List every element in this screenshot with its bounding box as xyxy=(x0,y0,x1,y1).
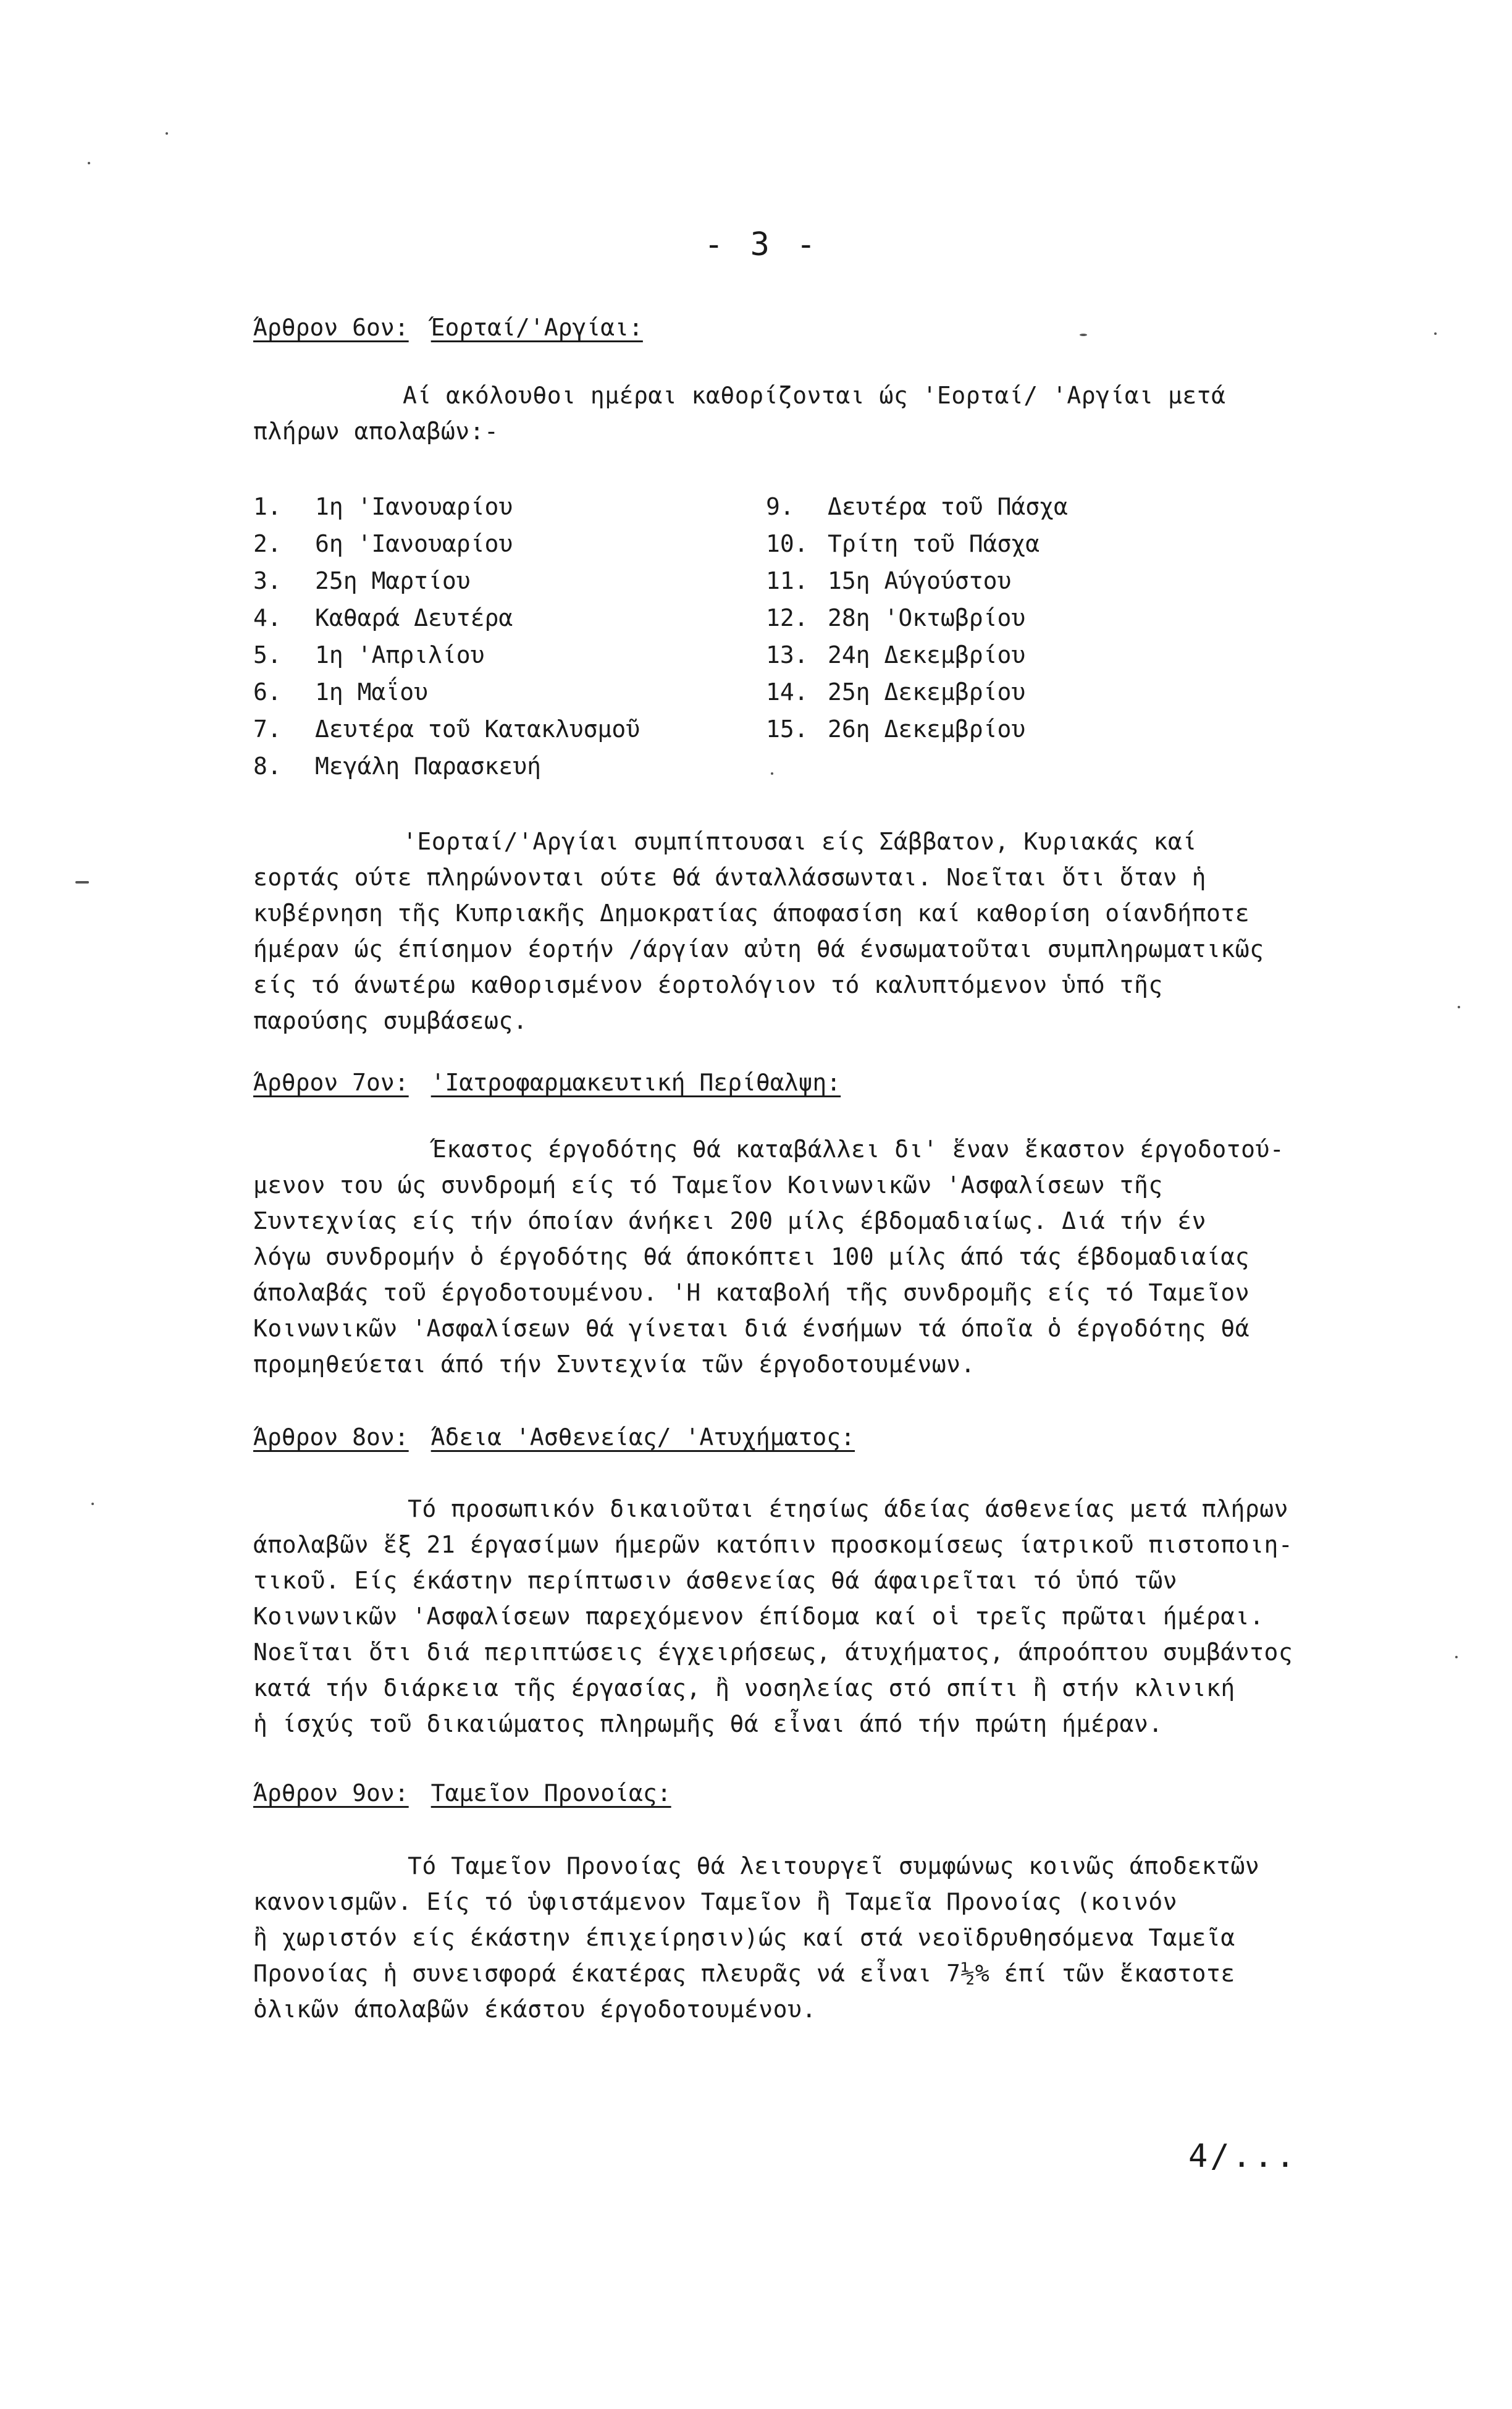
article-6-body-line: παρούσης συμβάσεως. xyxy=(253,1007,528,1034)
holiday-item xyxy=(766,673,1025,711)
article-9-body-line: ἢ χωριστόν είς έκάστην έπιχείρησιν)ώς καί στά νεοϊδρυθησόμενα Ταμεῖα xyxy=(253,1924,1235,1951)
scan-speck xyxy=(1455,1656,1458,1658)
scan-speck xyxy=(75,881,89,884)
article-7-body-line: άπολαβάς τοῦ έργοδοτουμένου. 'Η καταβολή τῆς συνδρομῆς είς τό Ταμεῖον xyxy=(253,1279,1250,1306)
article-8-body-line: τικοῦ. Είς έκάστην περίπτωσιν άσθενείας θά άφαιρεῖται τό ὑπό τῶν xyxy=(253,1567,1178,1594)
holiday-item xyxy=(253,673,428,711)
holiday-item xyxy=(766,711,1025,748)
article-9-title: Ταμεῖον Προνοίας: xyxy=(430,1779,671,1807)
holiday-item xyxy=(766,599,1025,636)
page-number: - 3 - xyxy=(704,226,820,263)
holiday-item xyxy=(253,748,541,785)
article-8-body-line: Κοινωνικῶν 'Ασφαλίσεων παρεχόμενον έπίδομα καί οἱ τρεῖς πρῶται ήμέραι. xyxy=(253,1603,1264,1630)
scan-speck xyxy=(88,162,90,164)
article-6-body-line: ήμέραν ώς έπίσημον έορτήν /άργίαν αὐτη θά ένσωματοῦται συμπληρωματικῶς xyxy=(253,935,1264,963)
article-7-body-line: λόγω συνδρομήν ὁ έργοδότης θά άποκόπτει 100 μίλς άπό τάς έβδομαδιαίας xyxy=(253,1243,1250,1270)
holiday-item xyxy=(766,636,1025,673)
article-8-body-line: Νοεῖται ὅτι διά περιπτώσεις έγχειρήσεως, άτυχήματος, άπροόπτου συμβάντος xyxy=(253,1639,1293,1666)
holiday-name: Δευτέρα τοῦ Κατακλυσμοῦ xyxy=(315,715,640,743)
holiday-name: 6η 'Ιανουαρίου xyxy=(315,530,513,557)
holiday-number: 14. xyxy=(766,678,808,706)
holiday-item xyxy=(253,599,513,636)
article-8-heading xyxy=(253,1419,855,1456)
article-9-body-line: Τό Ταμεῖον Προνοίας θά λειτουργεῖ συμφώνως κοινῶς άποδεκτῶν xyxy=(408,1852,1260,1880)
holiday-item xyxy=(766,525,1040,562)
continuation-marker: 4/... xyxy=(1188,2138,1298,2175)
holiday-name: Δευτέρα τοῦ Πάσχα xyxy=(828,493,1068,520)
holiday-number: 7. xyxy=(253,715,282,743)
holiday-number: 8. xyxy=(253,753,282,780)
article-9-heading xyxy=(253,1774,671,1812)
holiday-number: 6. xyxy=(253,678,282,706)
article-6-intro-line: πλήρων απολαβών:- xyxy=(253,418,499,445)
article-7-title: 'Ιατροφαρμακευτική Περίθαλψη: xyxy=(430,1069,841,1096)
article-7-body-line: προμηθεύεται άπό τήν Συντεχνία τῶν έργοδοτουμένων. xyxy=(253,1351,975,1378)
holiday-item xyxy=(766,562,1011,599)
article-7-body-line: μενον του ώς συνδρομή είς τό Ταμεῖον Κοινωνικῶν 'Ασφαλίσεων τῆς xyxy=(253,1171,1163,1199)
article-6-label: Άρθρον 6ον: xyxy=(253,314,409,341)
article-9-body-line: Προνοίας ἡ συνεισφορά έκατέρας πλευρᾶς νά εἶναι 7½% έπί τῶν ἕκαστοτε xyxy=(253,1960,1235,1987)
scan-speck xyxy=(1458,1006,1460,1008)
article-7-heading xyxy=(253,1064,841,1101)
article-7-body-line: Κοινωνικῶν 'Ασφαλίσεων θά γίνεται διά ένσήμων τά όποῖα ὁ έργοδότης θά xyxy=(253,1315,1250,1342)
article-7-body-line: Συντεχνίας είς τήν όποίαν άνήκει 200 μίλς έβδομαδιαίως. Διά τήν έν xyxy=(253,1207,1206,1234)
article-9-label: Άρθρον 9ον: xyxy=(253,1779,409,1807)
holiday-number: 5. xyxy=(253,641,282,669)
holiday-number: 10. xyxy=(766,530,808,557)
holiday-name: 24η Δεκεμβρίου xyxy=(828,641,1026,669)
holiday-number: 3. xyxy=(253,567,282,594)
holiday-name: 15η Αύγούστου xyxy=(828,567,1012,594)
article-8-body-line: κατά τήν διάρκεια τῆς έργασίας, ἢ νοσηλείας στό σπίτι ἢ στήν κλινική xyxy=(253,1674,1235,1702)
holiday-name: Καθαρά Δευτέρα xyxy=(315,604,513,631)
scan-speck xyxy=(1080,334,1087,336)
holiday-name: Τρίτη τοῦ Πάσχα xyxy=(828,530,1040,557)
holiday-number: 15. xyxy=(766,715,808,743)
article-9-body-line: κανονισμῶν. Είς τό ὑφιστάμενον Ταμεῖον ἢ Ταμεῖα Προνοίας (κοινόν xyxy=(253,1888,1178,1915)
holiday-number: 13. xyxy=(766,641,808,669)
article-8-body-line: άπολαβῶν ἕξ 21 έργασίμων ήμερῶν κατόπιν προσκομίσεως ίατρικοῦ πιστοποιη- xyxy=(253,1531,1293,1558)
article-6-body-line: κυβέρνηση τῆς Κυπριακῆς Δημοκρατίας άποφασίση καί καθορίση οίανδήποτε xyxy=(253,900,1250,927)
scan-speck xyxy=(91,1503,94,1505)
article-6-title: Έορταί/'Αργίαι: xyxy=(430,314,643,341)
holiday-name: 26η Δεκεμβρίου xyxy=(828,715,1026,743)
holiday-name: 1η 'Απριλίου xyxy=(315,641,485,669)
holiday-name: 28η 'Οκτωβρίου xyxy=(828,604,1026,631)
holiday-number: 4. xyxy=(253,604,282,631)
holiday-number: 11. xyxy=(766,567,808,594)
holiday-name: Μεγάλη Παρασκευή xyxy=(315,753,542,780)
article-8-label: Άρθρον 8ον: xyxy=(253,1424,409,1451)
scan-speck xyxy=(166,132,168,135)
holiday-number: 2. xyxy=(253,530,282,557)
article-9-body-line: ὁλικῶν άπολαβῶν έκάστου έργοδοτουμένου. xyxy=(253,1996,817,2023)
article-7-label: Άρθρον 7ον: xyxy=(253,1069,409,1096)
article-8-title: Άδεια 'Ασθενείας/ 'Ατυχήματος: xyxy=(430,1424,855,1451)
article-8-body-line: Τό προσωπικόν δικαιοῦται έτησίως άδείας άσθενείας μετά πλήρων xyxy=(408,1495,1289,1522)
holiday-number: 9. xyxy=(766,493,794,520)
holiday-item xyxy=(253,711,640,748)
scan-speck xyxy=(1434,332,1437,335)
holiday-number: 12. xyxy=(766,604,808,631)
holiday-item xyxy=(253,562,471,599)
article-7-body-line: Έκαστος έργοδότης θά καταβάλλει δι' ἕναν ἕκαστον έργοδοτού- xyxy=(432,1136,1285,1163)
holiday-number: 1. xyxy=(253,493,282,520)
scan-speck xyxy=(771,772,773,775)
article-6-heading xyxy=(253,309,643,346)
article-6-body-line: 'Εορταί/'Αργίαι συμπίπτουσαι είς Σάββατον, Κυριακάς καί xyxy=(403,828,1197,855)
article-6-intro-line: Αί ακόλουθοι ημέραι καθορίζονται ώς 'Εορταί/ 'Αργίαι μετά xyxy=(403,382,1226,409)
holiday-name: 1η 'Ιανουαρίου xyxy=(315,493,513,520)
holiday-item xyxy=(253,636,485,673)
holiday-name: 25η Μαρτίου xyxy=(315,567,471,594)
holiday-item xyxy=(253,488,513,525)
holiday-name: 1η Μαΐου xyxy=(315,678,429,706)
holiday-name: 25η Δεκεμβρίου xyxy=(828,678,1026,706)
holiday-item xyxy=(253,525,513,562)
holiday-item xyxy=(766,488,1068,525)
article-6-body-line: είς τό άνωτέρω καθορισμένον έορτολόγιον τό καλυπτόμενον ὑπό τῆς xyxy=(253,971,1163,998)
article-8-body-line: ἡ ίσχύς τοῦ δικαιώματος πληρωμῆς θά εἶναι άπό τήν πρώτη ήμέραν. xyxy=(253,1710,1163,1737)
article-6-body-line: εορτάς ούτε πληρώνονται ούτε θά άνταλλάσσωνται. Νοεῖται ὅτι ὅταν ἡ xyxy=(253,864,1206,891)
